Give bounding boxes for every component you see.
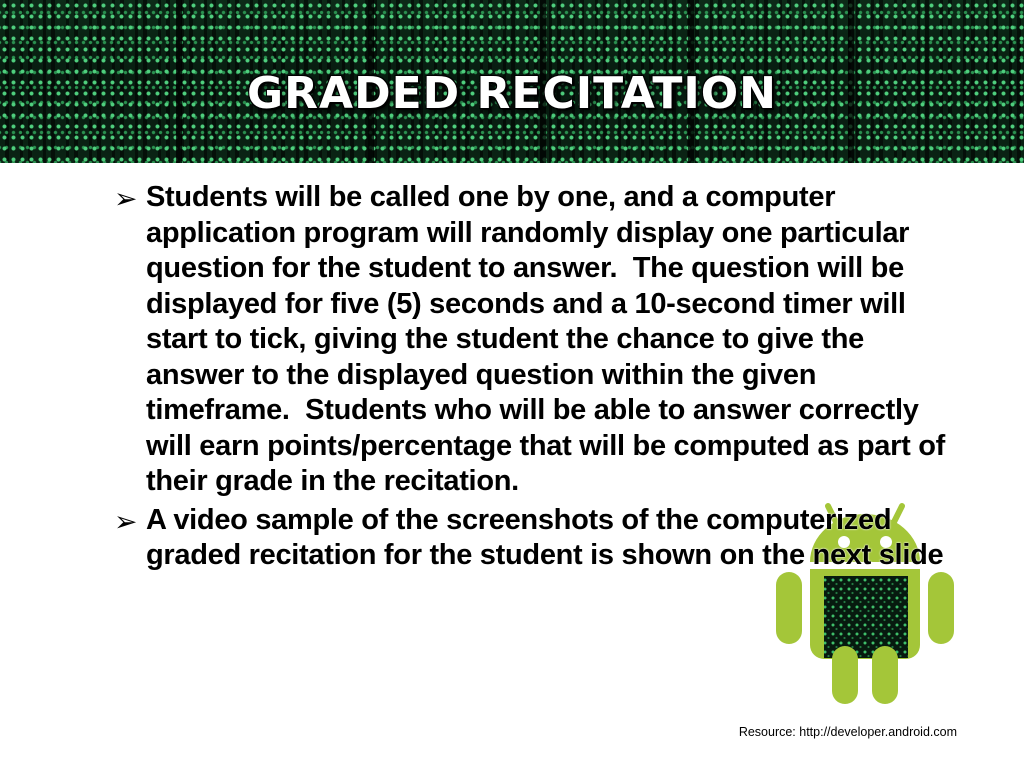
arrow-bullet-icon: ➢ bbox=[114, 183, 138, 214]
resource-credit: Resource: http://developer.android.com bbox=[738, 725, 957, 739]
bullet-list bbox=[114, 180, 964, 577]
header-banner bbox=[0, 0, 1024, 163]
arrow-bullet-icon: ➢ bbox=[114, 505, 138, 537]
slide-title: GRADED RECITATION bbox=[247, 68, 777, 119]
bullet-text: Students will be called one by one, and a computer application program will randomly display one particular question for the student to answer. The question will be displayed for five (5) seconds and a 10-second timer will start to tick, giving the student the chance to give the answer to the displayed question within the given timeframe. Students who will be able to answer correctly will earn points/percentage that will be computed as part of their grade in the recitation. bbox=[146, 181, 953, 497]
bullet-item bbox=[114, 503, 964, 574]
bullet-text: A video sample of the screenshots of the computerized graded recitation for the student is shown on the next slide bbox=[146, 503, 944, 571]
bullet-item bbox=[114, 180, 964, 500]
